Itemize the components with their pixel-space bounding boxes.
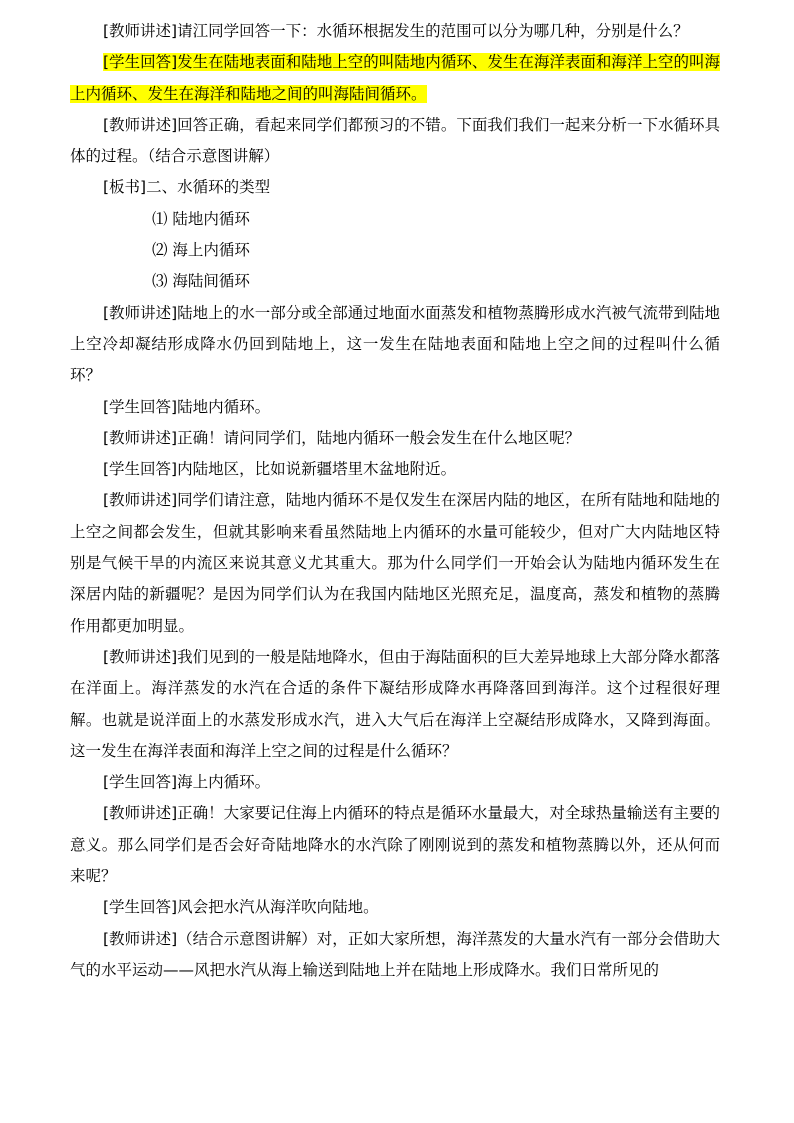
paragraph-teacher-sea-land: [教师讲述]（结合示意图讲解）对，正如大家所想，海洋蒸发的大量水汽有一部分会借助大气的水平运动——风把水汽从海上输送到陆地上并在陆地上形成降水。我们日常所见的	[70, 929, 720, 979]
paragraph-teacher-where: [教师讲述]正确！请问同学们，陆地内循环一般会发生在什么地区呢？	[103, 428, 581, 447]
paragraph-student-inland: [学生回答]内陆地区，比如说新疆塔里木盆地附近。	[103, 460, 457, 479]
highlighted-text: [学生回答]发生在陆地表面和陆地上空的叫陆地内循环、发生在海洋表面和海洋上空的叫海上内循环、发生在海洋和陆地之间的叫海陆间循环。	[70, 53, 720, 103]
paragraph-teacher-ocean: [教师讲述]我们见到的一般是陆地降水，但由于海陆面积的巨大差异地球上大部分降水都落在洋面上。海洋蒸发的水汽在合适的条件下凝结形成降水再降落回到海洋。这个过程很好理解。也就是说洋面上的水蒸发形成水汽，进入大气后在海洋上空凝结形成降水，又降到海面。这一发生在海洋表面和海洋上空之间的过程是什么循环？	[70, 647, 720, 760]
paragraph-teacher-note: [教师讲述]同学们请注意，陆地内循环不是仅发生在深居内陆的地区，在所有陆地和陆地的上空之间都会发生，但就其影响来看虽然陆地上内循环的水量可能较少，但对广大内陆地区特别是气候干旱的内流区来说其意义尤其重大。那为什么同学们一开始会认为陆地内循环发生在深居内陆的新疆呢？是因为同学们认为在我国内陆地区光照充足，温度高，蒸发和植物的蒸腾作用都更加明显。	[70, 491, 720, 635]
paragraph-student-land-cycle: [学生回答]陆地内循环。	[103, 397, 271, 416]
paragraph-teacher-question: [教师讲述]请江同学回答一下：水循环根据发生的范围可以分为哪几种，分别是什么？	[103, 22, 689, 40]
paragraph-student-answer-highlighted	[70, 47, 720, 110]
paragraph-board-heading: [板书]二、水循环的类型	[103, 178, 271, 197]
paragraph-student-ocean-cycle: [学生回答]海上内循环。	[103, 773, 271, 792]
paragraph-teacher-ocean-feature: [教师讲述]正确！大家要记住海上内循环的特点是循环水量最大，对全球热量输送有主要的意义。那么同学们是否会好奇陆地降水的水汽除了刚刚说到的蒸发和植物蒸腾以外，还从何而来呢？	[70, 804, 720, 886]
list-item-ocean-cycle: ⑵ 海上内循环	[152, 241, 250, 260]
list-item-land-cycle: ⑴ 陆地内循环	[152, 209, 250, 228]
document-page	[70, 16, 720, 986]
paragraph-teacher-land-cycle: [教师讲述]陆地上的水一部分或全部通过地面水面蒸发和植物蒸腾形成水汽被气流带到陆地上空冷却凝结形成降水仍回到陆地上，这一发生在陆地表面和陆地上空之间的过程叫什么循环？	[70, 303, 720, 385]
paragraph-teacher-confirm: [教师讲述]回答正确，看起来同学们都预习的不错。下面我们我们一起来分析一下水循环具体的过程。（结合示意图讲解）	[70, 115, 720, 166]
paragraph-student-wind: [学生回答]风会把水汽从海洋吹向陆地。	[103, 898, 379, 917]
list-item-sea-land-cycle: ⑶ 海陆间循环	[152, 272, 250, 291]
